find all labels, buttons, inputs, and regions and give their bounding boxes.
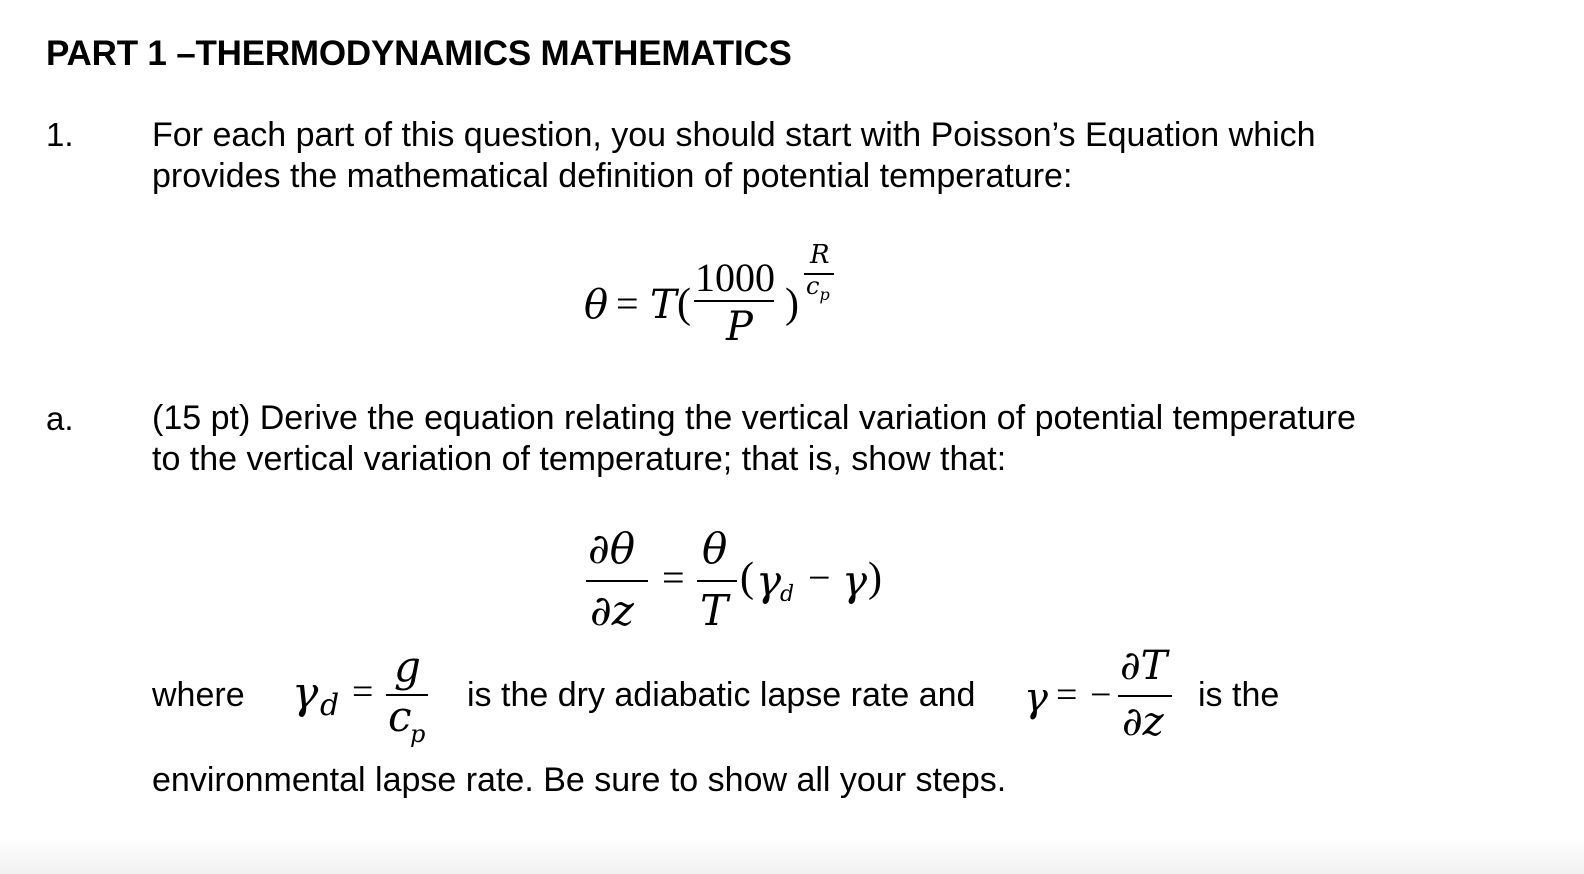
- dry-lapse-rate-definition: [290, 642, 440, 758]
- open-paren: (: [740, 555, 754, 601]
- exponent-subscript: p: [819, 284, 830, 304]
- page-bottom-shade: [0, 838, 1584, 874]
- environmental-lapse-rate-definition: [1020, 645, 1180, 745]
- is-the-text: is the: [1198, 676, 1280, 714]
- close-paren: ): [868, 555, 882, 601]
- minus-sign: −: [1090, 674, 1112, 716]
- exponent-numerator: R: [810, 240, 830, 270]
- question-number: 1.: [46, 116, 74, 153]
- fraction-bar: [694, 300, 774, 302]
- temperature-symbol: T: [650, 282, 677, 328]
- question-text-line-2: provides the mathematical definition of potential temperature:: [152, 157, 1073, 195]
- equals-sign: =: [1056, 674, 1078, 716]
- where-label: where: [152, 676, 245, 714]
- cp-symbol: c: [388, 692, 412, 741]
- dry-lapse-rate-text: is the dry adiabatic lapse rate and: [467, 676, 976, 714]
- equals-sign: =: [352, 671, 374, 713]
- equals-sign: =: [616, 281, 639, 326]
- rhs-numerator: θ: [702, 524, 728, 573]
- equals-sign: =: [662, 555, 685, 600]
- open-paren: (: [677, 281, 691, 327]
- gamma-symbol: γ: [842, 556, 868, 605]
- part-a-text-line-2: to the vertical variation of temperature; that is, show that:: [152, 440, 1007, 478]
- gamma-d-subscript: d: [320, 688, 340, 723]
- gamma-d-subscript: d: [780, 582, 795, 607]
- gamma-symbol: γ: [1024, 675, 1048, 721]
- lhs-numerator: ∂θ: [588, 524, 636, 573]
- dz-denominator: ∂z: [1122, 699, 1164, 745]
- fraction-numerator: 1000: [695, 255, 775, 300]
- gamma-d-symbol: γ: [756, 556, 782, 605]
- gamma-d-symbol: γ: [292, 668, 319, 719]
- exponent-denominator: $c_p$: [806, 272, 830, 304]
- fraction-bar: [1118, 695, 1172, 697]
- dT-numerator: ∂T: [1120, 643, 1168, 689]
- question-text-line-1: For each part of this question, you should start with Poisson’s Equation which: [152, 116, 1316, 154]
- theta-symbol: θ: [584, 282, 609, 328]
- section-heading: PART 1 –THERMODYNAMICS MATHEMATICS: [46, 34, 792, 73]
- fraction-denominator: P: [726, 304, 753, 350]
- cp-subscript: p: [410, 720, 426, 748]
- part-a-text-line-1: (15 pt) Derive the equation relating the vertical variation of potential temperature: [152, 399, 1356, 437]
- derivative-equation: [580, 520, 910, 640]
- rhs-fraction-bar: [697, 580, 737, 582]
- poisson-equation: [580, 240, 850, 360]
- lhs-denominator: ∂z: [590, 586, 634, 635]
- final-line: environmental lapse rate. Be sure to show all your steps.: [152, 761, 1007, 799]
- lhs-fraction-bar: [586, 580, 648, 582]
- close-paren: ): [785, 281, 799, 327]
- part-marker: a.: [46, 400, 74, 437]
- gravity-symbol: g: [394, 642, 421, 691]
- minus-sign: −: [808, 555, 831, 600]
- rhs-denominator: T: [700, 586, 729, 635]
